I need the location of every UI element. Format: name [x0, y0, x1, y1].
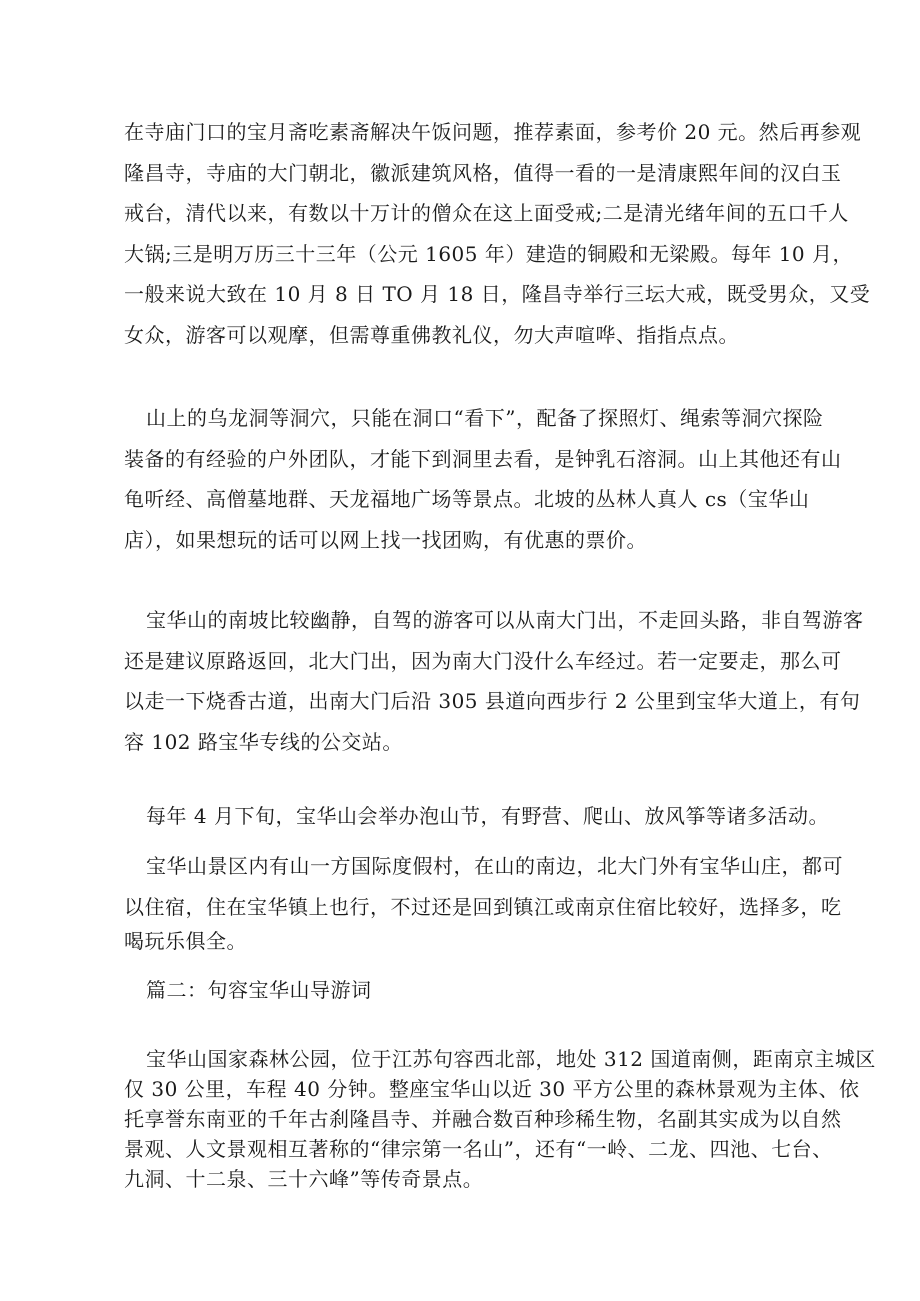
text-line: 托享誉东南亚的千年古刹隆昌寺、并融合数百种珍稀生物，名副其实成为以自然 [124, 1107, 842, 1131]
paragraph-5 [124, 846, 843, 955]
text-line: 以走一下烧香古道，出南大门后沿 305 县道向西步行 2 公里到宝华大道上，有句 [124, 689, 861, 713]
section-heading: 篇二：句容宝华山导游词 [146, 978, 372, 1002]
text-line: 大锅;三是明万历三十三年（公元 1605 年）建造的铜殿和无梁殿。每年 10 月， [124, 241, 854, 266]
text-line: 戒台，清代以来，有数以十万计的僧众在这上面受戒;二是清光绪年间的五口千人 [124, 201, 849, 225]
text-line: 容 102 路宝华专线的公交站。 [124, 729, 403, 754]
text-line: 在寺庙门口的宝月斋吃素斋解决午饭问题，推荐素面，参考价 20 元。然后再参观 [124, 120, 862, 144]
text-line: 每年 4 月下旬，宝华山会举办泡山节，有野营、爬山、放风筝等诸多活动。 [146, 804, 829, 828]
paragraph-3 [124, 600, 864, 762]
text-line: 喝玩乐俱全。 [124, 929, 247, 953]
text-line: 龟听经、高僧墓地群、天龙福地广场等景点。北坡的丛林人真人 cs（宝华山 [124, 487, 810, 511]
paragraph-6 [124, 1044, 876, 1194]
paragraph-4 [124, 796, 829, 837]
text-line: 一般来说大致在 10 月 8 日 TO 月 18 日，隆昌寺举行三坛大戒，既受男众，又受 [124, 282, 871, 306]
text-line: 宝华山景区内有山一方国际度假村，在山的南边，北大门外有宝华山庄，都可 [146, 854, 843, 878]
text-line: 店），如果想玩的话可以网上找一找团购，有优惠的票价。 [124, 527, 647, 552]
text-line: 还是建议原路返回，北大门出，因为南大门没什么车经过。若一定要走，那么可 [124, 648, 842, 673]
text-line: 宝华山的南坡比较幽静，自驾的游客可以从南大门出，不走回头路，非自驾游客 [146, 608, 864, 632]
text-line: 景观、人文景观相互著称的“律宗第一名山”，还有“一岭、二龙、四池、七台、 [124, 1137, 833, 1161]
paragraph-1 [124, 112, 871, 355]
paragraph-2 [124, 398, 842, 560]
text-line: 以住宿，住在宝华镇上也行，不过还是回到镇江或南京住宿比较好，选择多，吃 [124, 894, 842, 919]
text-line: 山上的乌龙洞等洞穴，只能在洞口“看下”，配备了探照灯、绳索等洞穴探险 [146, 406, 824, 430]
text-line: 装备的有经验的户外团队，才能下到洞里去看，是钟乳石溶洞。山上其他还有山 [124, 446, 842, 471]
text-line: 隆昌寺，寺庙的大门朝北，徽派建筑风格，值得一看的一是清康熙年间的汉白玉 [124, 160, 842, 185]
text-line: 女众，游客可以观摩，但需尊重佛教礼仪，勿大声喧哗、指指点点。 [124, 322, 739, 347]
text-line: 九洞、十二泉、三十六峰”等传奇景点。 [124, 1167, 484, 1191]
text-line: 宝华山国家森林公园，位于江苏句容西北部，地处 312 国道南侧，距南京主城区 [146, 1047, 876, 1071]
text-line: 仅 30 公里，车程 40 分钟。整座宝华山以近 30 平方公里的森林景观为主体、依 [124, 1077, 860, 1101]
